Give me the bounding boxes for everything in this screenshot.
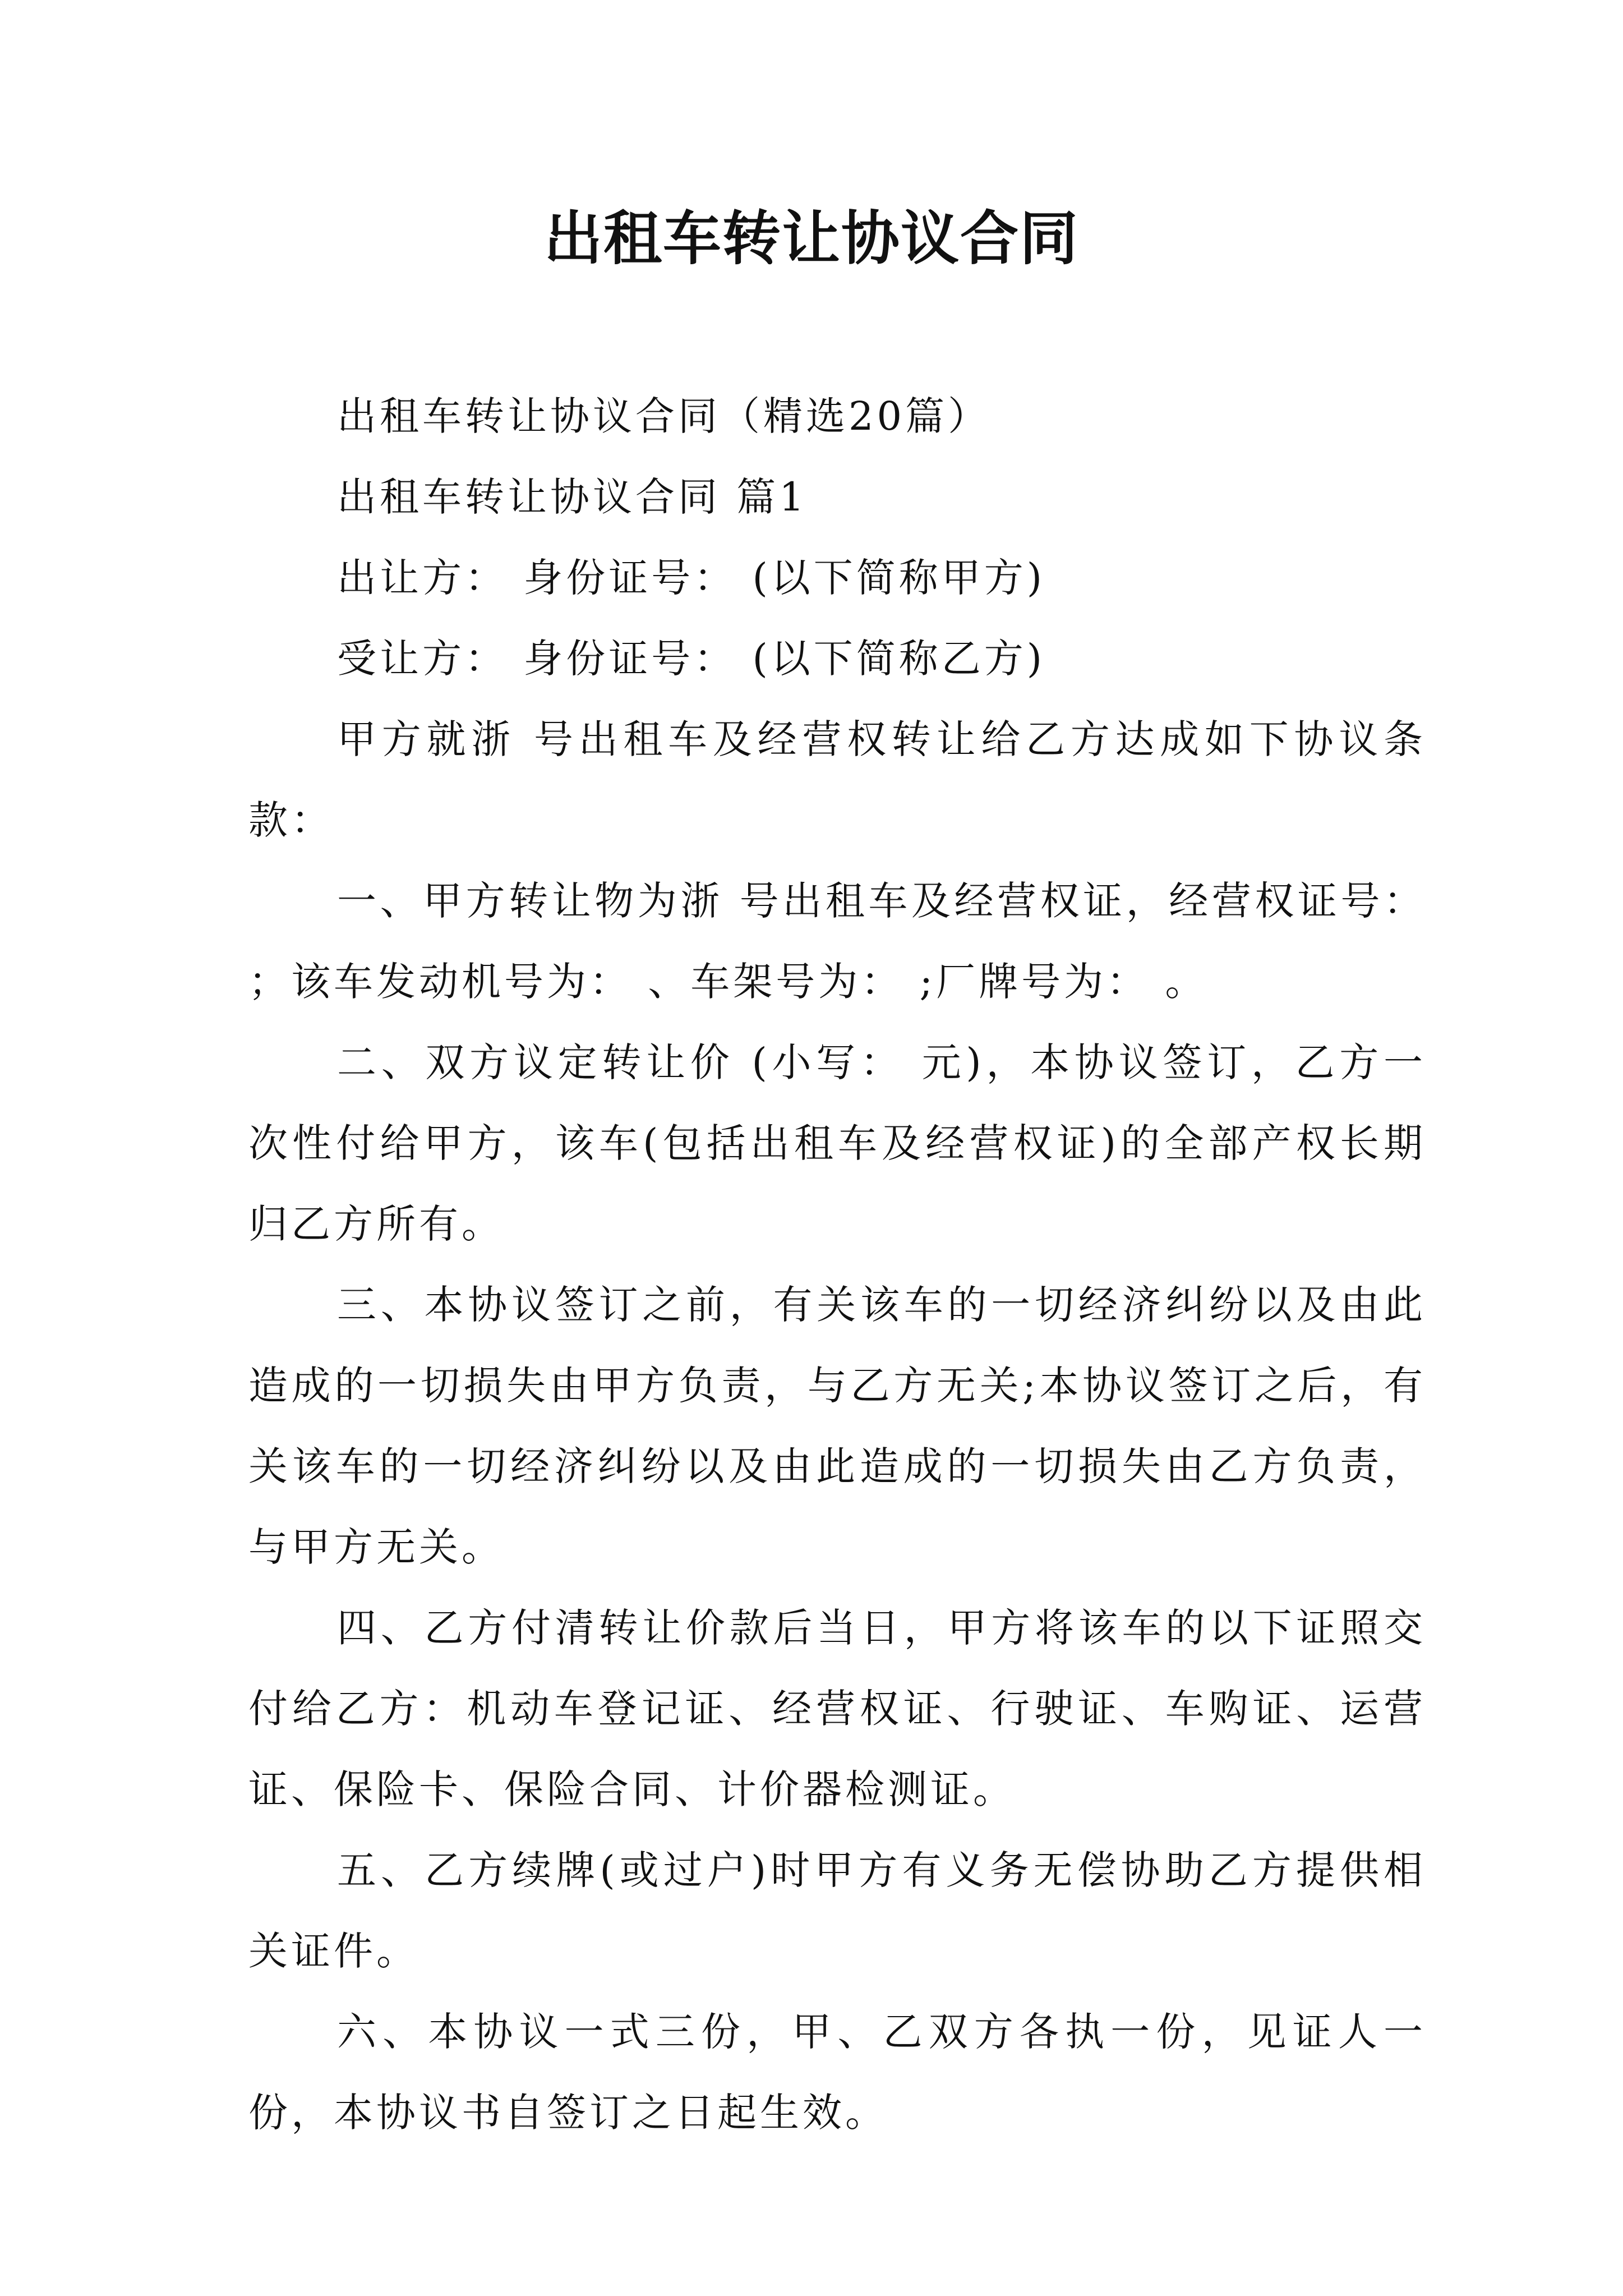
clause-4: 四、乙方付清转让价款后当日，甲方将该车的以下证照交付给乙方：机动车登记证、经营权证、行驶证、车购证、运营证、保险卡、保险合同、计价器检测证。 <box>248 1605 1426 1812</box>
clause-6: 六、本协议一式三份，甲、乙双方各执一份，见证人一份，本协议书自签订之日起生效。 <box>248 2009 1426 2136</box>
clause-3: 三、本协议签订之前，有关该车的一切经济纠纷以及由此造成的一切损失由甲方负责，与乙方无关;本协议签订之后，有关该车的一切经济纠纷以及由此造成的一切损失由乙方负责，与甲方无关。 <box>248 1282 1426 1570</box>
paragraph-chapter-heading: 出租车转让协议合同 篇1 <box>337 474 808 520</box>
paragraph-collection-title: 出租车转让协议合同（精选20篇） <box>337 393 991 439</box>
paragraph-transferor: 出让方： 身份证号： (以下简称甲方) <box>337 555 1046 601</box>
clause-1: 一、甲方转让物为浙 号出租车及经营权证，经营权证号： ；该车发动机号为： 、车架号为： ;厂牌号为： 。 <box>248 878 1426 1005</box>
clause-5: 五、乙方续牌(或过户)时甲方有义务无偿协助乙方提供相关证件。 <box>248 1847 1426 1974</box>
document-title: 出租车转让协议合同 <box>543 204 1079 273</box>
paragraph-transferee: 受让方： 身份证号： (以下简称乙方) <box>337 636 1046 682</box>
document-body <box>248 376 1426 2153</box>
clause-2: 二、双方议定转让价 (小写： 元)，本协议签订，乙方一次性付给甲方，该车(包括出租车及经营权证)的全部产权长期归乙方所有。 <box>248 1039 1426 1247</box>
paragraph-preamble: 甲方就浙 号出租车及经营权转让给乙方达成如下协议条款： <box>248 716 1426 843</box>
